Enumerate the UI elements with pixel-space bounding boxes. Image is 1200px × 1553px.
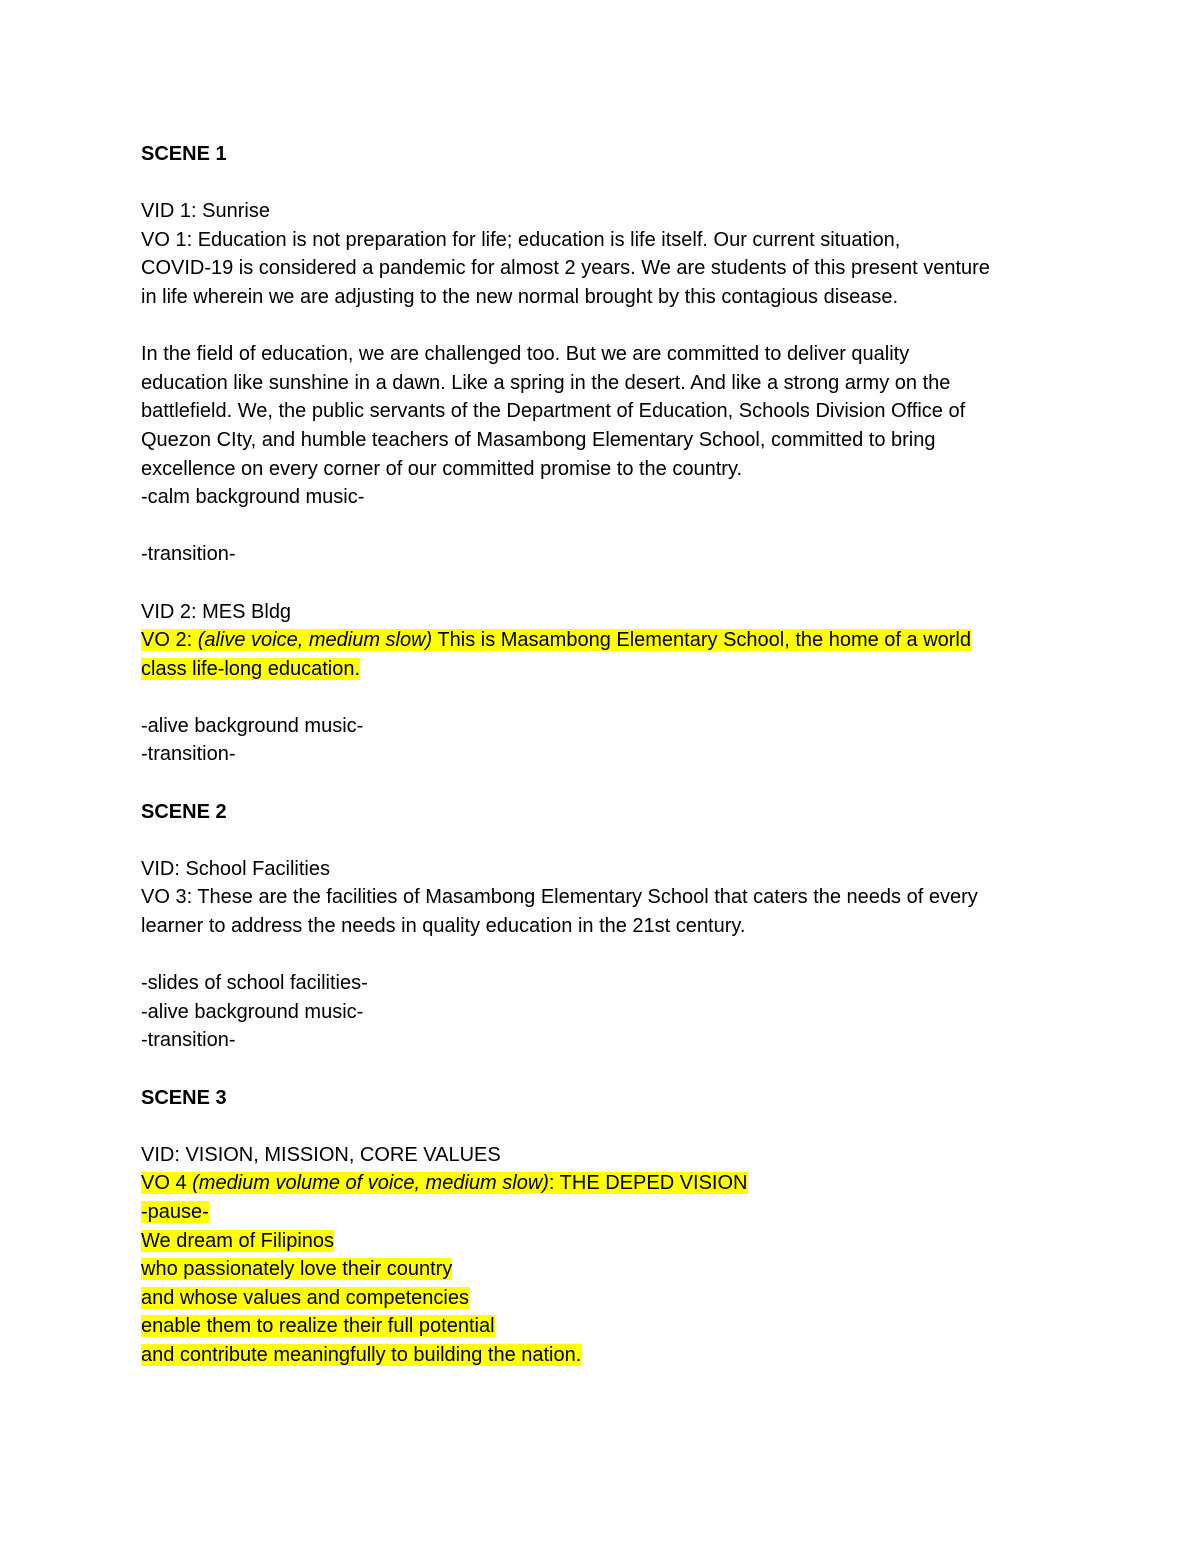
spacer (141, 826, 1071, 855)
slides-cue: -slides of school facilities- (141, 972, 368, 995)
vid-1-line: VID 1: Sunrise (141, 200, 270, 223)
vo-2-direction: (alive voice, medium slow) (197, 629, 433, 652)
music-cue: -alive background music- (141, 1000, 364, 1023)
vo-3-line: VO 3: These are the facilities of Masambong Elementary School that caters the needs of every (141, 886, 978, 909)
pause-cue-line (141, 1198, 1071, 1227)
spacer (141, 941, 1071, 970)
paragraph-line: excellence on every corner of our committed promise to the country. (141, 457, 743, 480)
spacer (141, 569, 1071, 598)
vision-line (141, 1341, 1071, 1370)
paragraph-line: battlefield. We, the public servants of the Department of Education, Schools Division Office of (141, 400, 966, 423)
vision-line (141, 1284, 1071, 1313)
transition-cue: -transition- (141, 743, 236, 766)
vision-text: and whose values and competencies (141, 1286, 469, 1309)
vision-text: enable them to realize their full potential (141, 1315, 495, 1338)
scene-3-heading: SCENE 3 (141, 1086, 227, 1109)
spacer (141, 683, 1071, 712)
vo-1-line: VO 1: Education is not preparation for life; education is life itself. Our current situation, (141, 228, 901, 251)
vision-text: We dream of Filipinos (141, 1229, 335, 1252)
vo-3-line: learner to address the needs in quality education in the 21st century. (141, 915, 746, 938)
vision-line (141, 1255, 1071, 1284)
vid-line: VID: School Facilities (141, 857, 330, 880)
vo-1-line: in life wherein we are adjusting to the new normal brought by this contagious disease. (141, 285, 899, 308)
spacer (141, 769, 1071, 798)
music-cue: -alive background music- (141, 714, 364, 737)
document-page (141, 140, 1071, 1370)
transition-cue: -transition- (141, 543, 236, 566)
music-cue: -calm background music- (141, 486, 365, 509)
scene-2-heading: SCENE 2 (141, 800, 227, 823)
vision-text: who passionately love their country (141, 1258, 453, 1281)
vision-line (141, 1312, 1071, 1341)
spacer (141, 1055, 1071, 1084)
spacer (141, 169, 1071, 198)
vo-2-prefix: VO 2: (141, 629, 198, 652)
spacer (141, 312, 1071, 341)
pause-cue: -pause- (141, 1200, 209, 1223)
vo-4-prefix: VO 4 (141, 1172, 193, 1195)
transition-cue: -transition- (141, 1029, 236, 1052)
vision-line (141, 1227, 1071, 1256)
vid-2-line: VID 2: MES Bldg (141, 600, 292, 623)
vo-1-line: COVID-19 is considered a pandemic for almost 2 years. We are students of this present venture (141, 257, 990, 280)
vo-2-text-continued: class life-long education. (141, 657, 361, 680)
vo-4-direction: (medium volume of voice, medium slow) (192, 1172, 549, 1195)
paragraph-line: Quezon CIty, and humble teachers of Masambong Elementary School, committed to bring (141, 428, 936, 451)
paragraph-line: In the field of education, we are challenged too. But we are committed to deliver quality (141, 343, 910, 366)
scene-1-heading: SCENE 1 (141, 143, 227, 165)
vo-2-text: This is Masambong Elementary School, the home of a world (432, 629, 971, 652)
vo-4-suffix: : THE DEPED VISION (548, 1172, 748, 1195)
spacer (141, 512, 1071, 541)
vo-4-line (141, 1169, 1071, 1198)
spacer (141, 1112, 1071, 1141)
vid-line: VID: VISION, MISSION, CORE VALUES (141, 1143, 501, 1166)
paragraph-line: education like sunshine in a dawn. Like a spring in the desert. And like a strong army on the (141, 371, 951, 394)
vo-2-line-1 (141, 626, 1071, 655)
vision-text: and contribute meaningfully to building the nation. (141, 1343, 582, 1366)
vo-2-line-2 (141, 655, 1071, 684)
